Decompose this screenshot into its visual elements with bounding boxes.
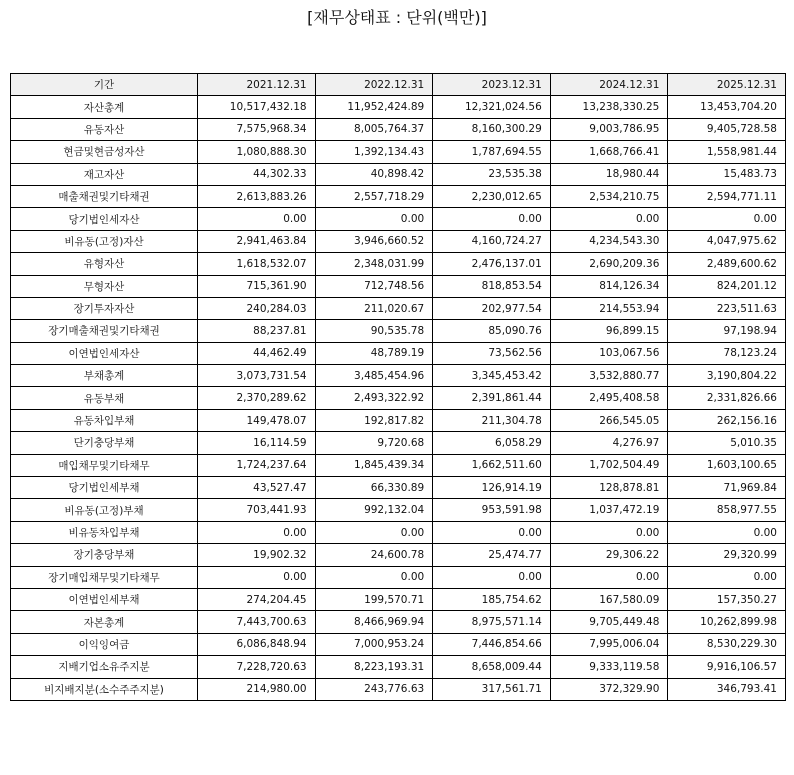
table-row — [11, 297, 786, 319]
header-year: 2023.12.31 — [433, 74, 551, 96]
value-cell: 9,405,728.58 — [668, 118, 786, 140]
value-cell: 8,160,300.29 — [433, 118, 551, 140]
table-row — [11, 566, 786, 588]
value-cell: 8,658,009.44 — [433, 656, 551, 678]
value-cell: 6,086,848.94 — [198, 633, 316, 655]
value-cell: 715,361.90 — [198, 275, 316, 297]
value-cell: 1,603,100.65 — [668, 454, 786, 476]
row-label: 비유동(고정)부채 — [11, 499, 198, 521]
value-cell: 9,720.68 — [315, 432, 433, 454]
row-label: 유동자산 — [11, 118, 198, 140]
row-label: 당기법인세부채 — [11, 477, 198, 499]
value-cell: 8,466,969.94 — [315, 611, 433, 633]
value-cell: 0.00 — [198, 208, 316, 230]
row-label: 이연법인세자산 — [11, 342, 198, 364]
value-cell: 10,517,432.18 — [198, 96, 316, 118]
row-label: 현금및현금성자산 — [11, 141, 198, 163]
row-label: 유동차입부채 — [11, 409, 198, 431]
row-label: 장기충당부채 — [11, 544, 198, 566]
table-header-row — [11, 74, 786, 96]
value-cell: 40,898.42 — [315, 163, 433, 185]
value-cell: 10,262,899.98 — [668, 611, 786, 633]
value-cell: 4,047,975.62 — [668, 230, 786, 252]
row-label: 자산총계 — [11, 96, 198, 118]
value-cell: 3,073,731.54 — [198, 365, 316, 387]
value-cell: 7,575,968.34 — [198, 118, 316, 140]
value-cell: 7,995,006.04 — [550, 633, 668, 655]
value-cell: 126,914.19 — [433, 477, 551, 499]
value-cell: 243,776.63 — [315, 678, 433, 700]
value-cell: 372,329.90 — [550, 678, 668, 700]
row-label: 장기매입채무및기타채무 — [11, 566, 198, 588]
table-row — [11, 118, 786, 140]
value-cell: 2,594,771.11 — [668, 185, 786, 207]
value-cell: 8,975,571.14 — [433, 611, 551, 633]
value-cell: 192,817.82 — [315, 409, 433, 431]
value-cell: 0.00 — [433, 566, 551, 588]
value-cell: 1,662,511.60 — [433, 454, 551, 476]
value-cell: 9,916,106.57 — [668, 656, 786, 678]
table-row — [11, 141, 786, 163]
value-cell: 6,058.29 — [433, 432, 551, 454]
table-row — [11, 633, 786, 655]
value-cell: 2,690,209.36 — [550, 253, 668, 275]
value-cell: 3,190,804.22 — [668, 365, 786, 387]
value-cell: 44,302.33 — [198, 163, 316, 185]
value-cell: 4,160,724.27 — [433, 230, 551, 252]
value-cell: 23,535.38 — [433, 163, 551, 185]
value-cell: 3,946,660.52 — [315, 230, 433, 252]
header-year: 2021.12.31 — [198, 74, 316, 96]
value-cell: 1,618,532.07 — [198, 253, 316, 275]
value-cell: 2,495,408.58 — [550, 387, 668, 409]
value-cell: 24,600.78 — [315, 544, 433, 566]
table-row — [11, 454, 786, 476]
header-year: 2024.12.31 — [550, 74, 668, 96]
row-label: 재고자산 — [11, 163, 198, 185]
value-cell: 16,114.59 — [198, 432, 316, 454]
table-row — [11, 275, 786, 297]
value-cell: 2,391,861.44 — [433, 387, 551, 409]
value-cell: 346,793.41 — [668, 678, 786, 700]
value-cell: 1,787,694.55 — [433, 141, 551, 163]
value-cell: 0.00 — [433, 521, 551, 543]
value-cell: 0.00 — [668, 208, 786, 230]
value-cell: 0.00 — [433, 208, 551, 230]
value-cell: 103,067.56 — [550, 342, 668, 364]
value-cell: 149,478.07 — [198, 409, 316, 431]
value-cell: 2,476,137.01 — [433, 253, 551, 275]
row-label: 비유동차입부채 — [11, 521, 198, 543]
value-cell: 199,570.71 — [315, 588, 433, 610]
table-row — [11, 163, 786, 185]
table-row — [11, 342, 786, 364]
value-cell: 214,553.94 — [550, 297, 668, 319]
value-cell: 7,443,700.63 — [198, 611, 316, 633]
table-row — [11, 588, 786, 610]
value-cell: 8,005,764.37 — [315, 118, 433, 140]
row-label: 단기충당부채 — [11, 432, 198, 454]
row-label: 비지배지분(소수주주지분) — [11, 678, 198, 700]
value-cell: 7,000,953.24 — [315, 633, 433, 655]
value-cell: 0.00 — [550, 208, 668, 230]
value-cell: 266,545.05 — [550, 409, 668, 431]
value-cell: 19,902.32 — [198, 544, 316, 566]
value-cell: 9,705,449.48 — [550, 611, 668, 633]
table-row — [11, 230, 786, 252]
row-label: 부채총계 — [11, 365, 198, 387]
value-cell: 712,748.56 — [315, 275, 433, 297]
row-label: 유동부채 — [11, 387, 198, 409]
value-cell: 71,969.84 — [668, 477, 786, 499]
header-period: 기간 — [11, 74, 198, 96]
value-cell: 0.00 — [315, 521, 433, 543]
value-cell: 7,446,854.66 — [433, 633, 551, 655]
row-label: 이익잉여금 — [11, 633, 198, 655]
value-cell: 29,306.22 — [550, 544, 668, 566]
value-cell: 73,562.56 — [433, 342, 551, 364]
value-cell: 128,878.81 — [550, 477, 668, 499]
value-cell: 66,330.89 — [315, 477, 433, 499]
value-cell: 2,613,883.26 — [198, 185, 316, 207]
value-cell: 167,580.09 — [550, 588, 668, 610]
value-cell: 262,156.16 — [668, 409, 786, 431]
value-cell: 1,724,237.64 — [198, 454, 316, 476]
value-cell: 8,223,193.31 — [315, 656, 433, 678]
value-cell: 0.00 — [315, 566, 433, 588]
value-cell: 15,483.73 — [668, 163, 786, 185]
value-cell: 0.00 — [668, 566, 786, 588]
value-cell: 0.00 — [550, 566, 668, 588]
value-cell: 223,511.63 — [668, 297, 786, 319]
value-cell: 214,980.00 — [198, 678, 316, 700]
value-cell: 2,941,463.84 — [198, 230, 316, 252]
value-cell: 8,530,229.30 — [668, 633, 786, 655]
value-cell: 2,331,826.66 — [668, 387, 786, 409]
value-cell: 1,080,888.30 — [198, 141, 316, 163]
value-cell: 29,320.99 — [668, 544, 786, 566]
value-cell: 814,126.34 — [550, 275, 668, 297]
value-cell: 25,474.77 — [433, 544, 551, 566]
row-label: 당기법인세자산 — [11, 208, 198, 230]
table-row — [11, 544, 786, 566]
value-cell: 3,485,454.96 — [315, 365, 433, 387]
value-cell: 211,020.67 — [315, 297, 433, 319]
value-cell: 202,977.54 — [433, 297, 551, 319]
value-cell: 1,702,504.49 — [550, 454, 668, 476]
value-cell: 4,276.97 — [550, 432, 668, 454]
value-cell: 858,977.55 — [668, 499, 786, 521]
table-row — [11, 499, 786, 521]
value-cell: 3,345,453.42 — [433, 365, 551, 387]
table-row — [11, 387, 786, 409]
value-cell: 2,230,012.65 — [433, 185, 551, 207]
table-row — [11, 432, 786, 454]
value-cell: 2,489,600.62 — [668, 253, 786, 275]
value-cell: 0.00 — [668, 521, 786, 543]
value-cell: 1,558,981.44 — [668, 141, 786, 163]
value-cell: 818,853.54 — [433, 275, 551, 297]
value-cell: 274,204.45 — [198, 588, 316, 610]
table-row — [11, 521, 786, 543]
value-cell: 0.00 — [550, 521, 668, 543]
value-cell: 0.00 — [198, 521, 316, 543]
value-cell: 11,952,424.89 — [315, 96, 433, 118]
value-cell: 0.00 — [315, 208, 433, 230]
value-cell: 85,090.76 — [433, 320, 551, 342]
row-label: 장기매출채권및기타채권 — [11, 320, 198, 342]
row-label: 유형자산 — [11, 253, 198, 275]
table-row — [11, 656, 786, 678]
row-label: 무형자산 — [11, 275, 198, 297]
table-row — [11, 96, 786, 118]
value-cell: 1,037,472.19 — [550, 499, 668, 521]
value-cell: 7,228,720.63 — [198, 656, 316, 678]
page-title: [재무상태표 : 단위(백만)] — [307, 8, 487, 27]
value-cell: 12,321,024.56 — [433, 96, 551, 118]
value-cell: 43,527.47 — [198, 477, 316, 499]
row-label: 매입채무및기타채무 — [11, 454, 198, 476]
table-body — [11, 96, 786, 701]
value-cell: 157,350.27 — [668, 588, 786, 610]
value-cell: 48,789.19 — [315, 342, 433, 364]
table-row — [11, 365, 786, 387]
value-cell: 2,493,322.92 — [315, 387, 433, 409]
table-row — [11, 253, 786, 275]
table-row — [11, 611, 786, 633]
table-row — [11, 477, 786, 499]
row-label: 비유동(고정)자산 — [11, 230, 198, 252]
value-cell: 18,980.44 — [550, 163, 668, 185]
value-cell: 88,237.81 — [198, 320, 316, 342]
table-row — [11, 185, 786, 207]
value-cell: 185,754.62 — [433, 588, 551, 610]
value-cell: 211,304.78 — [433, 409, 551, 431]
value-cell: 953,591.98 — [433, 499, 551, 521]
table-row — [11, 678, 786, 700]
value-cell: 2,557,718.29 — [315, 185, 433, 207]
value-cell: 1,392,134.43 — [315, 141, 433, 163]
value-cell: 0.00 — [198, 566, 316, 588]
value-cell: 5,010.35 — [668, 432, 786, 454]
value-cell: 13,453,704.20 — [668, 96, 786, 118]
value-cell: 703,441.93 — [198, 499, 316, 521]
value-cell: 9,333,119.58 — [550, 656, 668, 678]
value-cell: 2,534,210.75 — [550, 185, 668, 207]
value-cell: 9,003,786.95 — [550, 118, 668, 140]
header-year: 2025.12.31 — [668, 74, 786, 96]
table-row — [11, 409, 786, 431]
row-label: 지배기업소유주지분 — [11, 656, 198, 678]
value-cell: 4,234,543.30 — [550, 230, 668, 252]
value-cell: 13,238,330.25 — [550, 96, 668, 118]
value-cell: 90,535.78 — [315, 320, 433, 342]
row-label: 자본총계 — [11, 611, 198, 633]
value-cell: 78,123.24 — [668, 342, 786, 364]
value-cell: 44,462.49 — [198, 342, 316, 364]
row-label: 장기투자자산 — [11, 297, 198, 319]
value-cell: 97,198.94 — [668, 320, 786, 342]
value-cell: 317,561.71 — [433, 678, 551, 700]
value-cell: 2,348,031.99 — [315, 253, 433, 275]
header-year: 2022.12.31 — [315, 74, 433, 96]
value-cell: 1,845,439.34 — [315, 454, 433, 476]
row-label: 매출채권및기타채권 — [11, 185, 198, 207]
value-cell: 96,899.15 — [550, 320, 668, 342]
value-cell: 1,668,766.41 — [550, 141, 668, 163]
value-cell: 2,370,289.62 — [198, 387, 316, 409]
value-cell: 824,201.12 — [668, 275, 786, 297]
value-cell: 992,132.04 — [315, 499, 433, 521]
value-cell: 3,532,880.77 — [550, 365, 668, 387]
balance-sheet-table — [10, 73, 786, 701]
table-row — [11, 208, 786, 230]
table-row — [11, 320, 786, 342]
row-label: 이연법인세부채 — [11, 588, 198, 610]
value-cell: 240,284.03 — [198, 297, 316, 319]
